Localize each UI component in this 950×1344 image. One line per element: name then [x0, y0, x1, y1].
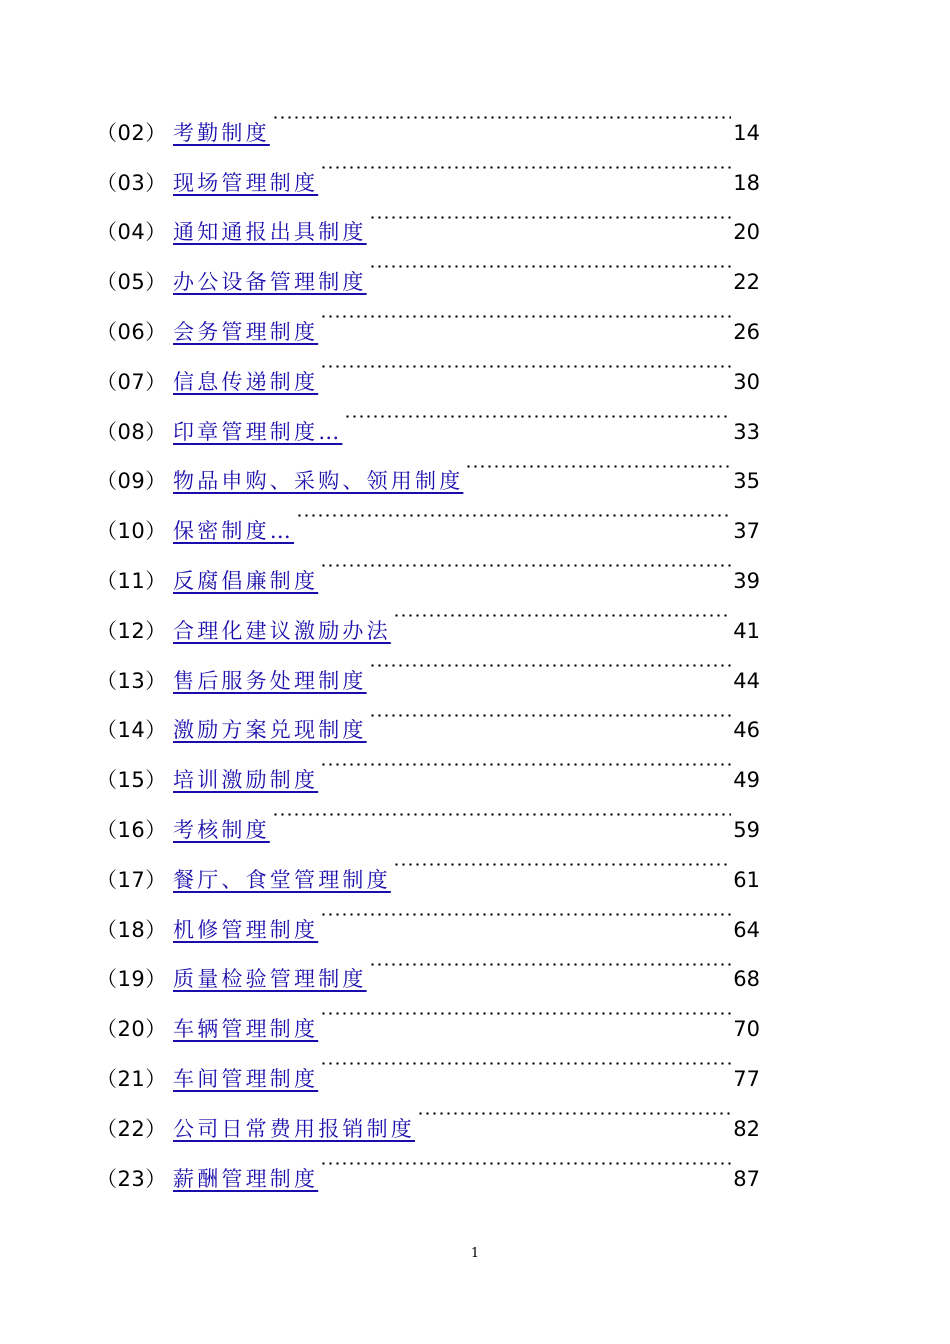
dot-leader	[367, 688, 734, 738]
toc-entry-number: （19）	[96, 967, 167, 992]
dot-leader	[318, 1136, 733, 1186]
toc-entry-number: （08）	[96, 419, 167, 444]
dot-leader	[270, 787, 733, 837]
toc-entry-number: （22）	[96, 1116, 167, 1141]
toc-entry-link[interactable]: 质量检验管理制度	[173, 967, 367, 992]
dot-leader	[318, 737, 733, 787]
toc-entry-number: （20）	[96, 1017, 167, 1042]
toc-entry-link[interactable]: 物品申购、采购、领用制度	[173, 469, 464, 494]
toc-entry-number: （09）	[96, 469, 167, 494]
toc-entry-number: （14）	[96, 718, 167, 743]
dot-leader	[270, 90, 733, 140]
toc-entry-page: 68	[733, 967, 760, 992]
toc-entry-number: （02）	[96, 120, 167, 145]
toc-entry-page: 30	[733, 369, 760, 394]
toc-entry-link[interactable]: 车间管理制度	[173, 1066, 319, 1091]
dot-leader	[391, 837, 733, 887]
toc-entry-page: 59	[733, 817, 760, 842]
toc-entry-number: （23）	[96, 1166, 167, 1191]
toc-entry-number: （18）	[96, 917, 167, 942]
toc-entry-link[interactable]: 反腐倡廉制度	[173, 568, 319, 593]
toc-entry-number: （13）	[96, 668, 167, 693]
dot-leader	[318, 538, 733, 588]
toc-entry	[96, 90, 760, 145]
toc-entry-page: 49	[733, 768, 760, 793]
toc-entry-page: 70	[733, 1017, 760, 1042]
toc-entry-number: （21）	[96, 1066, 167, 1091]
toc-entry-number: （04）	[96, 220, 167, 245]
toc-entry-number: （16）	[96, 817, 167, 842]
dot-leader	[318, 339, 733, 389]
dot-leader	[318, 140, 733, 190]
toc-entry-link[interactable]: 通知通报出具制度	[173, 220, 367, 245]
toc-entry-page: 37	[733, 519, 760, 544]
toc-entry-number: （06）	[96, 319, 167, 344]
dot-leader	[342, 389, 733, 439]
toc-entry-number: （05）	[96, 270, 167, 295]
dot-leader	[318, 289, 733, 339]
toc-entry-link[interactable]: 考核制度	[173, 817, 270, 842]
dot-leader	[367, 937, 734, 987]
dot-leader	[318, 1036, 733, 1086]
dot-leader	[463, 439, 733, 489]
dot-leader	[391, 588, 733, 638]
toc-entry-link[interactable]: 保密制度…	[173, 519, 294, 544]
toc-entry-page: 64	[733, 917, 760, 942]
toc-entry-link[interactable]: 合理化建议激励办法	[173, 618, 391, 643]
toc-entry-page: 41	[733, 618, 760, 643]
toc-entry-page: 14	[733, 120, 760, 145]
toc-entry-page: 20	[733, 220, 760, 245]
toc-entry-page: 18	[733, 170, 760, 195]
toc-entry-link[interactable]: 现场管理制度	[173, 170, 319, 195]
toc-entry-number: （12）	[96, 618, 167, 643]
toc-entry-link[interactable]: 考勤制度	[173, 120, 270, 145]
toc-entry-link[interactable]: 机修管理制度	[173, 917, 319, 942]
table-of-contents	[96, 90, 760, 1191]
toc-entry-link[interactable]: 售后服务处理制度	[173, 668, 367, 693]
toc-entry-link[interactable]: 信息传递制度	[173, 369, 319, 394]
toc-entry-link[interactable]: 培训激励制度	[173, 768, 319, 793]
dot-leader	[318, 986, 733, 1036]
toc-entry-number: （10）	[96, 519, 167, 544]
toc-entry-page: 46	[733, 718, 760, 743]
dot-leader	[294, 488, 733, 538]
toc-entry-link[interactable]: 办公设备管理制度	[173, 270, 367, 295]
toc-entry-link[interactable]: 印章管理制度…	[173, 419, 343, 444]
toc-entry-link[interactable]: 薪酬管理制度	[173, 1166, 319, 1191]
toc-entry-page: 26	[733, 319, 760, 344]
toc-entry-page: 61	[733, 867, 760, 892]
toc-entry-page: 33	[733, 419, 760, 444]
dot-leader	[318, 887, 733, 937]
toc-entry-link[interactable]: 激励方案兑现制度	[173, 718, 367, 743]
toc-entry-page: 39	[733, 568, 760, 593]
page-number: 1	[470, 1246, 480, 1261]
toc-entry-page: 44	[733, 668, 760, 693]
toc-entry-page: 77	[733, 1066, 760, 1091]
dot-leader	[367, 638, 734, 688]
dot-leader	[367, 239, 734, 289]
toc-entry-link[interactable]: 公司日常费用报销制度	[173, 1116, 415, 1141]
toc-entry-number: （03）	[96, 170, 167, 195]
toc-entry-number: （11）	[96, 568, 167, 593]
dot-leader	[415, 1086, 733, 1136]
toc-entry-number: （15）	[96, 768, 167, 793]
toc-entry-link[interactable]: 餐厅、食堂管理制度	[173, 867, 391, 892]
toc-entry-page: 22	[733, 270, 760, 295]
toc-entry-link[interactable]: 会务管理制度	[173, 319, 319, 344]
toc-entry-page: 35	[733, 469, 760, 494]
toc-entry-number: （17）	[96, 867, 167, 892]
dot-leader	[367, 190, 734, 240]
toc-entry-number: （07）	[96, 369, 167, 394]
toc-entry-link[interactable]: 车辆管理制度	[173, 1017, 319, 1042]
toc-entry-page: 82	[733, 1116, 760, 1141]
toc-entry-page: 87	[733, 1166, 760, 1191]
